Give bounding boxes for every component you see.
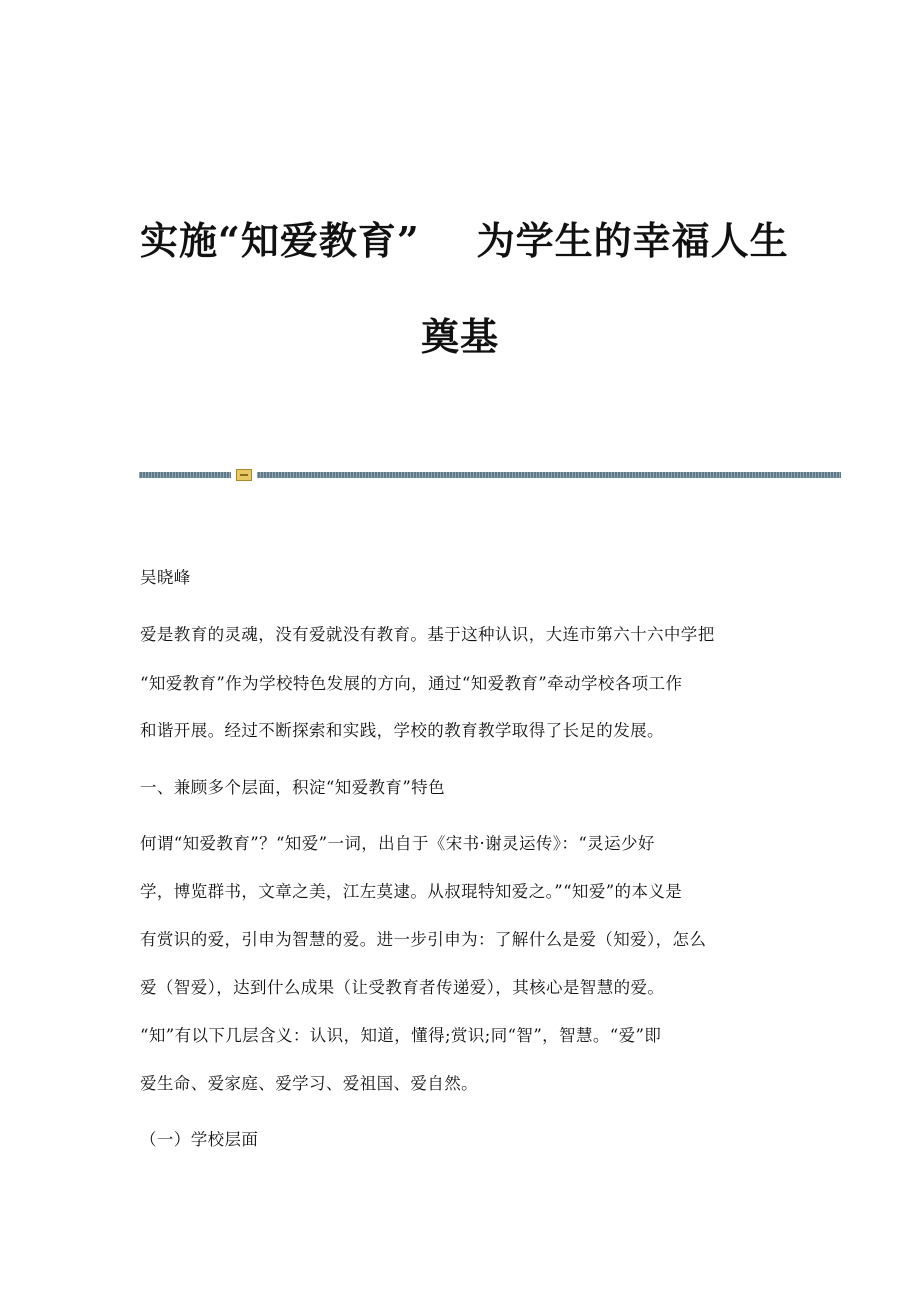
divider-ornament-icon: [236, 469, 252, 481]
subsection-heading: （一）学校层面: [140, 1130, 259, 1149]
body-line: “知爱教育”作为学校特色发展的方向，通过“知爱教育”牵动学校各项工作: [140, 674, 683, 693]
body-line: 爱（智爱），达到什么成果（让受教育者传递爱），其核心是智慧的爱。: [140, 978, 665, 997]
title-divider: [139, 469, 841, 481]
body-line: 何谓“知爱教育”？“知爱”一词，出自于《宋书·谢灵运传》：“灵运少好: [140, 834, 655, 853]
body-line: 爱是教育的灵魂，没有爱就没有教育。基于这种认识，大连市第六十六中学把: [140, 625, 715, 644]
body-line: 学，博览群书，文章之美，江左莫逮。从叔琨特知爱之。”“知爱”的本义是: [140, 882, 683, 901]
page-title-line-2: 奠基: [420, 314, 499, 359]
section-heading: 一、兼顾多个层面，积淀“知爱教育”特色: [140, 778, 445, 797]
body-line: 和谐开展。经过不断探索和实践，学校的教育教学取得了长足的发展。: [140, 721, 664, 740]
page-title-line-1: 实施“知爱教育” 为学生的幸福人生: [140, 218, 789, 263]
body-line: 爱生命、爱家庭、爱学习、爱祖国、爱自然。: [140, 1074, 478, 1093]
divider-bar-right: [257, 472, 841, 478]
body-line: 有赏识的爱，引申为智慧的爱。进一步引申为：了解什么是爱（知爱），怎么: [140, 930, 707, 949]
body-line: “知”有以下几层含义：认识，知道，懂得;赏识;同“智”，智慧。“爱”即: [140, 1026, 662, 1045]
divider-bar-left: [139, 472, 231, 478]
author-name: 吴晓峰: [140, 568, 191, 587]
